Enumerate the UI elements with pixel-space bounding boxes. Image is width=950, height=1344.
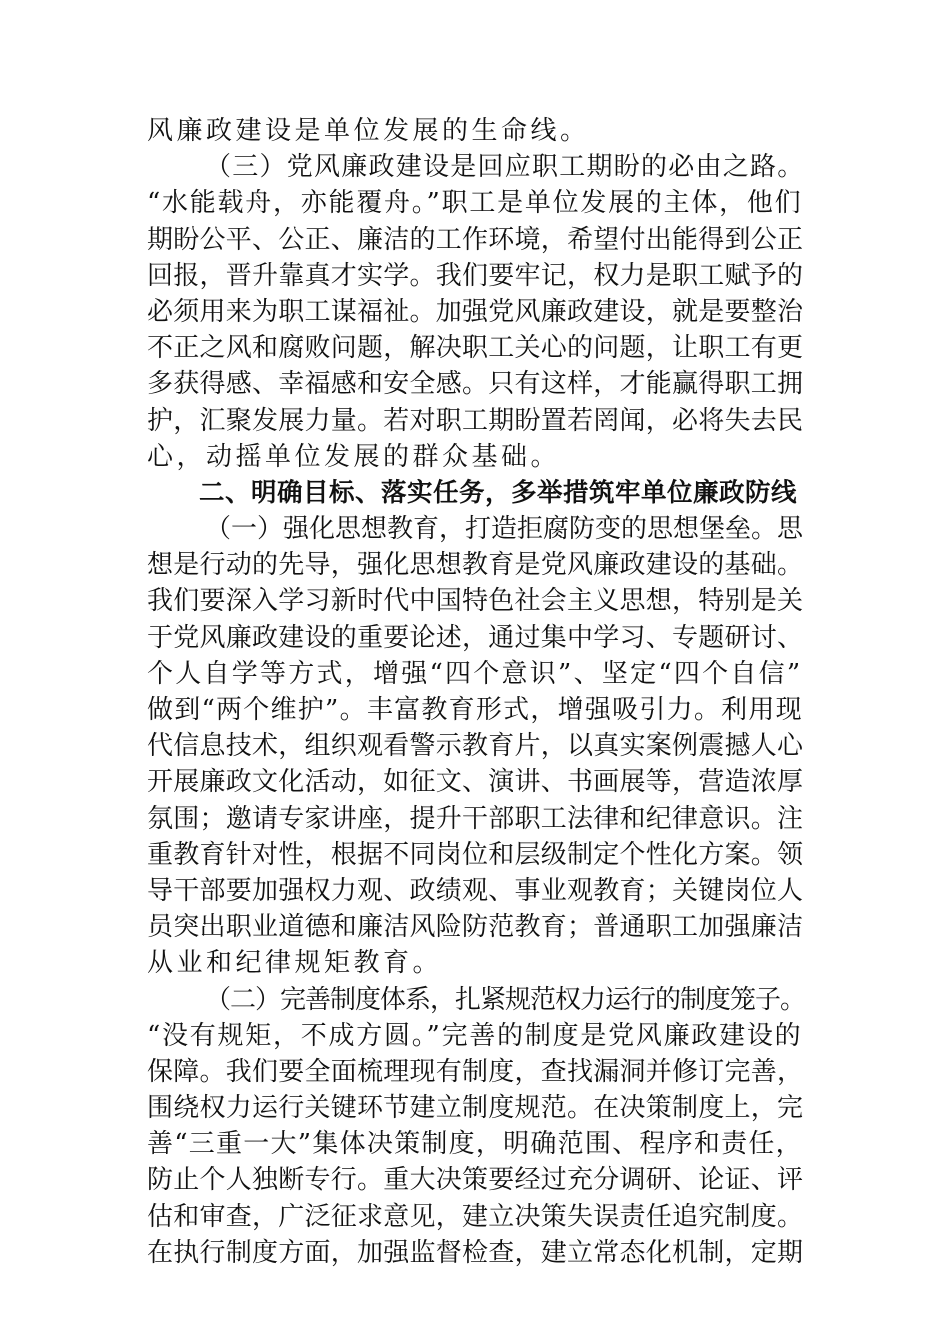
body-line: 回报，晋升靠真才实学。我们要牢记，权力是职工赋予的 — [147, 260, 804, 291]
body-line: 风廉政建设是单位发展的生命线。 — [147, 116, 590, 146]
body-line: 开展廉政文化活动，如征文、演讲、书画展等，营造浓厚 — [147, 767, 804, 798]
body-line: 多获得感、幸福感和安全感。只有这样，才能赢得职工拥 — [147, 369, 804, 400]
subsection-heading: （二）完善制度体系，扎紧规范权力运行的制度笼子。 — [205, 984, 806, 1015]
body-line: 从业和纪律规矩教育。 — [147, 948, 443, 979]
body-line: 于党风廉政建设的重要论述，通过集中学习、专题研讨、 — [147, 622, 804, 653]
subsection-heading: （一）强化思想教育，打造拒腐防变的思想堡垒。思 — [205, 514, 804, 545]
body-line: 保障。我们要全面梳理现有制度，查找漏洞并修订完善， — [147, 1056, 804, 1087]
body-line: 围绕权力运行关键环节建立制度规范。在决策制度上，完 — [147, 1093, 804, 1124]
body-line: 期盼公平、公正、廉洁的工作环境，希望付出能得到公正 — [147, 224, 804, 255]
body-line: “没有规矩，不成方圆。”完善的制度是党风廉政建设的 — [147, 1020, 803, 1051]
body-line: 不正之风和腐败问题，解决职工关心的问题，让职工有更 — [147, 333, 804, 364]
body-line: 防止个人独断专行。重大决策要经过充分调研、论证、评 — [147, 1165, 804, 1196]
body-line: 善“三重一大”集体决策制度，明确范围、程序和责任， — [147, 1129, 803, 1160]
body-line: 氛围；邀请专家讲座，提升干部职工法律和纪律意识。注 — [147, 803, 804, 834]
body-line: 个人自学等方式，增强“四个意识”、坚定“四个自信” — [147, 658, 803, 689]
body-line: 导干部要加强权力观、政绩观、事业观教育；关键岗位人 — [147, 875, 804, 906]
body-line: 护，汇聚发展力量。若对职工期盼置若罔闻，必将失去民 — [147, 405, 804, 436]
body-line: 想是行动的先导，强化思想教育是党风廉政建设的基础。 — [147, 550, 804, 581]
body-line: 员突出职业道德和廉洁风险防范教育；普通职工加强廉洁 — [147, 912, 804, 943]
body-line: 重教育针对性，根据不同岗位和层级制定个性化方案。领 — [147, 839, 804, 870]
document-body — [147, 113, 807, 1271]
body-line: 在执行制度方面，加强监督检查，建立常态化机制，定期 — [147, 1237, 804, 1268]
body-line: 必须用来为职工谋福祉。加强党风廉政建设，就是要整治 — [147, 296, 804, 327]
body-line: 心，动摇单位发展的群众基础。 — [147, 441, 561, 472]
body-line: 估和审查，广泛征求意见，建立决策失误责任追究制度。 — [147, 1201, 804, 1232]
section-heading: 二、明确目标、落实任务，多举措筑牢单位廉政防线 — [199, 477, 798, 508]
subsection-heading: （三）党风廉政建设是回应职工期盼的必由之路。 — [205, 152, 805, 183]
body-line: 代信息技术，组织观看警示教育片，以真实案例震撼人心 — [147, 731, 804, 762]
body-line: 我们要深入学习新时代中国特色社会主义思想，特别是关 — [147, 586, 804, 617]
body-line: “水能载舟，亦能覆舟。”职工是单位发展的主体，他们 — [147, 188, 803, 219]
body-line: 做到“两个维护”。丰富教育形式，增强吸引力。利用现 — [147, 695, 803, 725]
